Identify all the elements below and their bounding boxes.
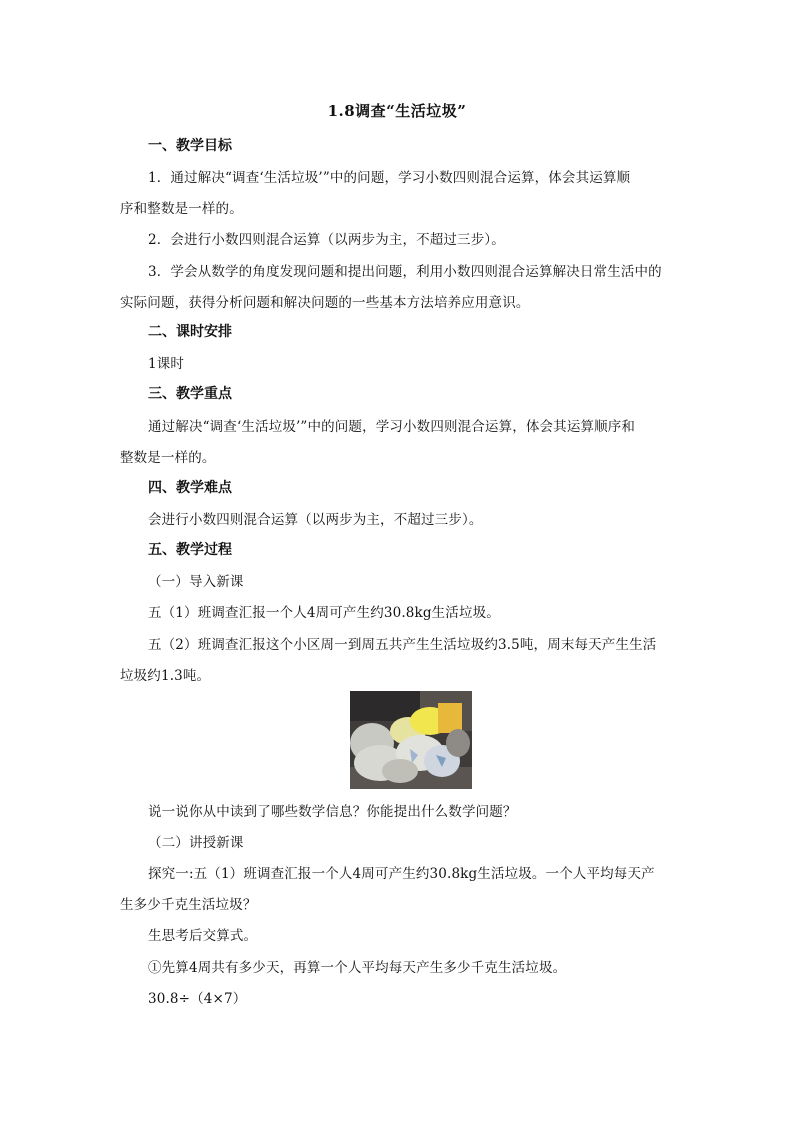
process-paragraph-4: 生思考后交算式。 [148,928,258,944]
key-points-line-2: 整数是一样的。 [120,450,216,466]
page-title: 1.8调查“生活垃圾” [327,102,467,120]
process-paragraph-2-line-1: 五（2）班调查汇报这个小区周一到周五共产生生活垃圾约3.5吨，周末每天产生生活 [148,637,657,653]
heading-goals: 一、教学目标 [148,138,232,154]
heading-process: 五、教学过程 [148,542,232,558]
garbage-bags-photo [350,691,472,789]
process-paragraph-5: ①先算4周共有多少天，再算一个人平均每天产生多少千克生活垃圾。 [148,960,567,976]
goal-item-1-line-1: 1．通过解决“调查‘生活垃圾’”中的问题，学习小数四则混合运算，体会其运算顺 [148,170,631,186]
process-sub-2: （二）讲授新课 [148,835,244,851]
key-points-line-1: 通过解决“调查‘生活垃圾’”中的问题，学习小数四则混合运算，体会其运算顺序和 [148,419,636,435]
process-sub-1: （一）导入新课 [148,574,244,590]
schedule-text: 1课时 [148,356,185,372]
process-paragraph-3: 说一说你从中读到了哪些数学信息？你能提出什么数学问题？ [148,804,517,820]
difficulties-text: 会进行小数四则混合运算（以两步为主，不超过三步）。 [148,512,483,528]
heading-key-points: 三、教学重点 [148,386,232,402]
goal-item-1-line-2: 序和整数是一样的。 [120,201,243,217]
garbage-bags-illustration [350,691,472,789]
formula: 30.8÷（4×7） [148,991,247,1007]
goal-item-3-line-1: 3．学会从数学的角度发现问题和提出问题，利用小数四则混合运算解决日常生活中的 [148,264,662,280]
explore-1-line-1: 探究一:五（1）班调查汇报一个人4周可产生约30.8kg生活垃圾。一个人平均每天产 [148,866,655,882]
process-paragraph-2-line-2: 垃圾约1.3吨。 [120,668,211,684]
explore-1-line-2: 生多少千克生活垃圾？ [120,897,257,913]
process-paragraph-1: 五（1）班调查汇报一个人4周可产生约30.8kg生活垃圾。 [148,605,500,621]
goal-item-2: 2．会进行小数四则混合运算（以两步为主，不超过三步）。 [148,232,505,248]
heading-difficulties: 四、教学难点 [148,480,232,496]
goal-item-3-line-2: 实际问题，获得分析问题和解决问题的一些基本方法培养应用意识。 [120,295,530,311]
heading-schedule: 二、课时安排 [148,324,232,340]
